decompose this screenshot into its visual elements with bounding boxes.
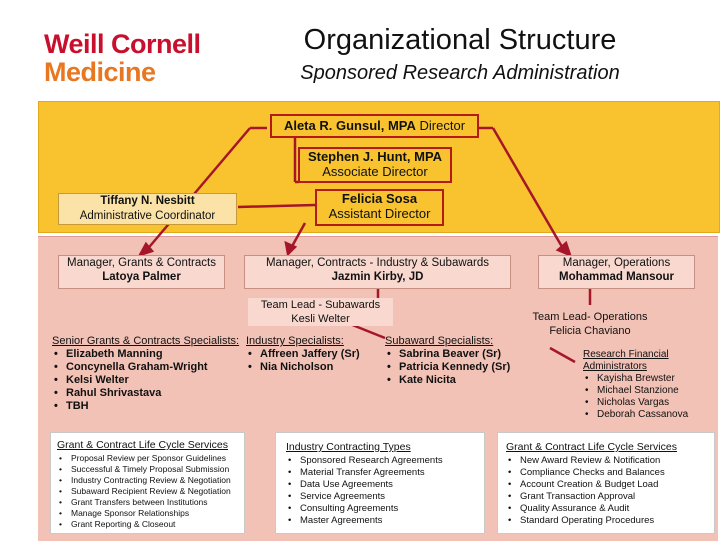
associate-director-box	[298, 147, 452, 183]
industry-contracting-title: Industry Contracting Types	[286, 441, 411, 453]
list-item: • Concynella Graham-Wright	[66, 361, 252, 374]
list-item: • Kayisha Brewster	[597, 373, 713, 385]
senior-specialists-group	[52, 335, 252, 413]
assistant-director-box	[315, 189, 444, 226]
lifecycle-services-title: Grant & Contract Life Cycle Services	[57, 439, 228, 451]
financial-admins-list	[583, 373, 713, 421]
list-item: • Material Transfer Agreements	[300, 467, 476, 479]
associate-director-name: Stephen J. Hunt, MPA	[307, 149, 443, 164]
list-item: • Deborah Cassanova	[597, 409, 713, 421]
industry-specialists-list	[246, 348, 376, 374]
list-item: • Grant Transaction Approval	[520, 491, 706, 503]
industry-specialists-group	[246, 335, 376, 374]
grant-services-panel	[497, 432, 715, 534]
list-item: • Grant Transfers between Institutions	[71, 497, 238, 508]
industry-specialists-title: Industry Specialists:	[246, 335, 344, 347]
list-item: • Proposal Review per Sponsor Guidelines	[71, 453, 238, 464]
list-item: • Michael Stanzione	[597, 385, 713, 397]
assistant-director-role: Assistant Director	[328, 206, 431, 221]
manager-contracts-box	[244, 255, 511, 289]
associate-director-role: Associate Director	[322, 164, 428, 179]
senior-specialists-title: Senior Grants & Contracts Specialists:	[52, 335, 240, 347]
grant-services-title: Grant & Contract Life Cycle Services	[506, 441, 677, 453]
financial-admins-title-2: Administrators	[583, 361, 647, 372]
lifecycle-services-list	[57, 453, 238, 530]
list-item: • Service Agreements	[300, 491, 476, 503]
lifecycle-services-panel	[50, 432, 245, 534]
page-subtitle: Sponsored Research Administration	[300, 62, 620, 84]
list-item: • Rahul Shrivastava	[66, 387, 252, 400]
list-item: • New Award Review & Notification	[520, 455, 706, 467]
manager-contracts-name: Jazmin Kirby, JD	[331, 271, 424, 283]
logo-line1: Weill Cornell	[44, 29, 201, 59]
grant-services-list	[506, 455, 706, 527]
list-item: • Account Creation & Budget Load	[520, 479, 706, 491]
team-lead-operations	[515, 310, 665, 338]
list-item: • Sabrina Beaver (Sr)	[399, 348, 525, 361]
logo-line2: Medicine	[44, 57, 156, 87]
manager-grants-title: Manager, Grants & Contracts	[67, 257, 216, 269]
list-item: • Nicholas Vargas	[597, 397, 713, 409]
financial-admins-group	[583, 349, 713, 421]
list-item: • Grant Reporting & Closeout	[71, 519, 238, 530]
connector-to-ops	[493, 128, 565, 252]
page-title: Organizational Structure	[303, 24, 617, 56]
director-box	[270, 114, 479, 138]
assistant-director-name: Felicia Sosa	[341, 191, 418, 206]
team-lead-subawards-name: Kesli Welter	[291, 313, 350, 325]
industry-contracting-panel	[275, 432, 485, 534]
list-item: • Patricia Kennedy (Sr)	[399, 361, 525, 374]
subaward-specialists-title: Subaward Specialists:	[385, 335, 494, 347]
subaward-specialists-list	[385, 348, 525, 387]
list-item: • Subaward Recipient Review & Negotiation	[71, 486, 238, 497]
list-item: • Nia Nicholson	[260, 361, 376, 374]
team-lead-subawards-title: Team Lead - Subawards	[260, 299, 381, 311]
director-name: Aleta R. Gunsul, MPA	[283, 118, 416, 133]
team-lead-operations-name: Felicia Chaviano	[549, 325, 631, 337]
manager-contracts-title: Manager, Contracts - Industry & Subawards	[265, 257, 490, 269]
financial-admins-title-1: Research Financial	[583, 349, 669, 360]
manager-operations-box	[538, 255, 695, 289]
senior-specialists-list	[52, 348, 252, 413]
admin-coordinator-role: Administrative Coordinator	[79, 210, 216, 222]
list-item: • Kate Nicita	[399, 374, 525, 387]
list-item: • Elizabeth Manning	[66, 348, 252, 361]
list-item: • Data Use Agreements	[300, 479, 476, 491]
list-item: • Manage Sponsor Relationships	[71, 508, 238, 519]
subaward-specialists-group	[385, 335, 525, 387]
manager-operations-title: Manager, Operations	[562, 257, 671, 269]
admin-coordinator-name: Tiffany N. Nesbitt	[100, 195, 195, 207]
admin-coordinator-box	[58, 193, 237, 225]
manager-grants-box	[58, 255, 225, 289]
connector-lead-financial	[550, 348, 575, 362]
connector-to-grants	[145, 128, 250, 252]
list-item: • Standard Operating Procedures	[520, 515, 706, 527]
list-item: • Industry Contracting Review & Negotiation	[71, 475, 238, 486]
manager-grants-name: Latoya Palmer	[102, 271, 181, 283]
list-item: • Compliance Checks and Balances	[520, 467, 706, 479]
connector-to-admin	[238, 205, 315, 207]
manager-operations-name: Mohammad Mansour	[558, 271, 674, 283]
list-item: • Consulting Agreements	[300, 503, 476, 515]
list-item: • TBH	[66, 400, 252, 413]
team-lead-subawards	[248, 298, 393, 326]
list-item: • Master Agreements	[300, 515, 476, 527]
industry-contracting-list	[286, 455, 476, 527]
list-item: • Kelsi Welter	[66, 374, 252, 387]
list-item: • Successful & Timely Proposal Submission	[71, 464, 238, 475]
list-item: • Quality Assurance & Audit	[520, 503, 706, 515]
list-item: • Affreen Jaffery (Sr)	[260, 348, 376, 361]
team-lead-operations-title: Team Lead- Operations	[532, 311, 648, 323]
director-role: Director	[419, 118, 466, 133]
list-item: • Sponsored Research Agreements	[300, 455, 476, 467]
